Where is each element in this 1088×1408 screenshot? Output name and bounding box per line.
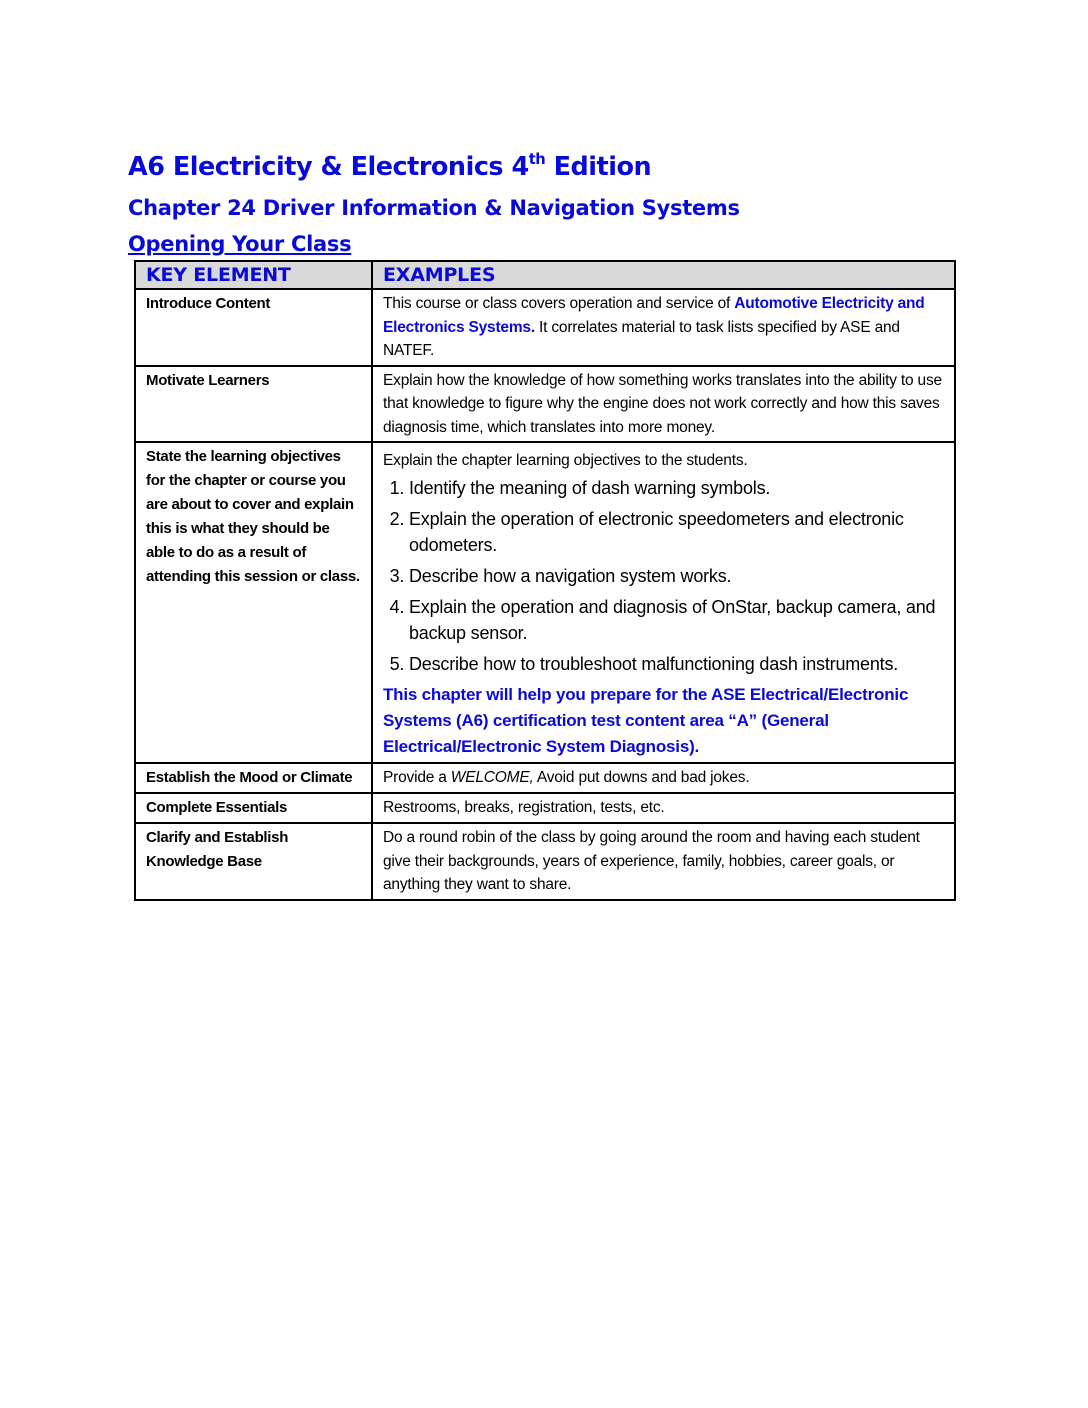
- title-tail: Edition: [545, 152, 652, 182]
- objective-item: 2. Explain the operation of electronic speedometers and electronic odometers.: [409, 506, 945, 558]
- title-text: A6 Electricity & Electronics 4: [128, 152, 529, 182]
- document-title: [128, 150, 651, 182]
- table-row: [135, 289, 955, 366]
- row-example: Restrooms, breaks, registration, tests, etc.: [372, 793, 955, 823]
- opening-class-table: [134, 260, 956, 901]
- objectives-list: [383, 475, 945, 677]
- row-key: Establish the Mood or Climate: [135, 763, 372, 793]
- objective-item: 5. Describe how to troubleshoot malfunctioning dash instruments.: [409, 651, 945, 677]
- objective-item: 1. Identify the meaning of dash warning symbols.: [409, 475, 945, 501]
- table-header-row: [135, 261, 955, 289]
- row-example: Explain how the knowledge of how something works translates into the ability to use that knowledge to figure why the engine does not work correctly and how this saves diagnosis time, which translates into more money.: [372, 366, 955, 443]
- objective-item: 4. Explain the operation and diagnosis of OnStar, backup camera, and backup sensor.: [409, 594, 945, 646]
- table-row: [135, 763, 955, 793]
- objective-item: 3. Describe how a navigation system works.: [409, 563, 945, 589]
- welcome-emphasis: WELCOME,: [450, 769, 534, 786]
- example-text: It correlates material to task lists specified by ASE and NATEF.: [383, 318, 900, 359]
- highlight-text: Automotive Electricity and Electronics Systems.: [383, 295, 925, 336]
- table-row: [135, 442, 955, 763]
- objectives-intro: Explain the chapter learning objectives to the students.: [383, 452, 748, 469]
- title-superscript: th: [528, 150, 546, 168]
- table-row: [135, 366, 955, 443]
- row-key: Motivate Learners: [135, 366, 372, 443]
- ase-note: This chapter will help you prepare for the ASE Electrical/Electronic Systems (A6) certification test content area “A” (General Electrical/Electronic System Diagnosis).: [383, 685, 909, 756]
- row-key: Clarify and Establish Knowledge Base: [135, 823, 372, 900]
- row-example: [372, 442, 955, 763]
- row-key: Introduce Content: [135, 289, 372, 366]
- table-row: [135, 823, 955, 900]
- section-title: Opening Your Class: [128, 232, 352, 256]
- header-key-element: KEY ELEMENT: [135, 261, 372, 289]
- row-example: [372, 289, 955, 366]
- table-row: [135, 793, 955, 823]
- example-text: Provide a: [383, 769, 451, 786]
- row-example: Do a round robin of the class by going around the room and having each student give their backgrounds, years of experience, family, hobbies, career goals, or anything they want to share.: [372, 823, 955, 900]
- example-text: This course or class covers operation and service of: [383, 295, 735, 312]
- example-text: Avoid put downs and bad jokes.: [533, 769, 750, 786]
- header-examples: EXAMPLES: [372, 261, 955, 289]
- row-key: Complete Essentials: [135, 793, 372, 823]
- row-example: [372, 763, 955, 793]
- row-key: State the learning objectives for the chapter or course you are about to cover and explain this is what they should be able to do as a result of attending this session or class.: [135, 442, 372, 763]
- chapter-title: Chapter 24 Driver Information & Navigation Systems: [128, 196, 740, 220]
